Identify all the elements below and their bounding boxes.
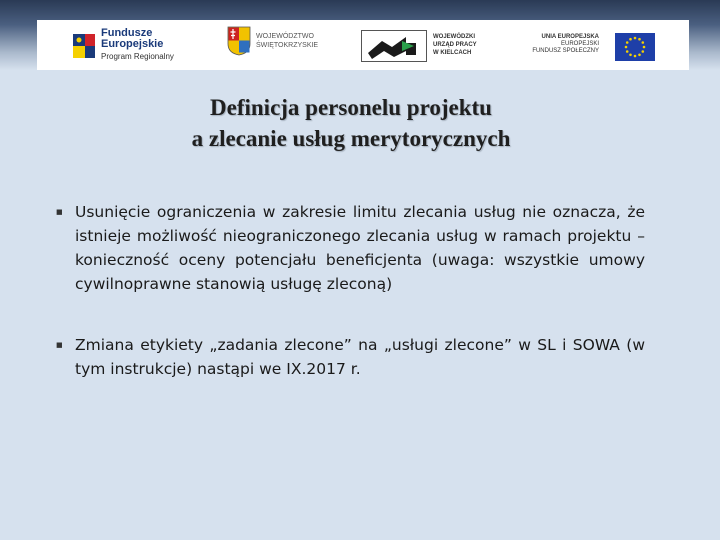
fundusze-europejskie-mark-icon — [69, 26, 97, 62]
wup-line-2: URZĄD PRACY — [433, 42, 477, 48]
crest-icon — [227, 26, 251, 56]
eu-flag-icon — [615, 33, 655, 61]
ue-line-3: FUNDUSZ SPOŁECZNY — [532, 48, 599, 54]
fe-line-2: Europejskie — [101, 38, 164, 50]
fundusze-europejskie-logo — [69, 20, 199, 70]
title-line-1: Definicja personelu projektu — [210, 95, 492, 120]
logo-strip — [37, 20, 689, 70]
arrow-mark-icon — [361, 30, 427, 62]
bullet-marker: ■ — [56, 341, 63, 349]
title-line-2: a zlecanie usług merytorycznych — [191, 126, 511, 151]
wojewodztwo-logo — [227, 20, 337, 70]
ws-line-1: WOJEWÓDZTWO — [256, 33, 314, 40]
unia-europejska-logo — [519, 20, 679, 70]
ws-line-2: ŚWIĘTOKRZYSKIE — [256, 42, 319, 49]
ue-line-1: UNIA EUROPEJSKA — [541, 34, 599, 40]
wup-line-1: WOJEWÓDZKI — [433, 34, 475, 40]
ue-line-2: EUROPEJSKI — [560, 41, 599, 47]
wup-logo — [361, 20, 511, 70]
bullet-marker: ■ — [56, 208, 63, 216]
bullet-text: Usunięcie ograniczenia w zakresie limitu zlecania usług nie oznacza, że istnieje możliwość nieograniczonego zlecania usług w ramach projektu – konieczność oceny potencjału beneficjenta (uwaga: wszystkie umowy cywilnoprawne stanowią usługę zleconą) — [75, 203, 645, 293]
slide-title — [0, 92, 702, 154]
fe-line-3: Program Regionalny — [101, 52, 174, 61]
wup-line-3: W KIELCACH — [433, 50, 472, 56]
fe-line-1: Fundusze — [101, 27, 153, 39]
bullet-text: Zmiana etykiety „zadania zlecone” na „usługi zlecone” w SL i SOWA (w tym instrukcje) nastąpi we IX.2017 r. — [75, 336, 645, 378]
